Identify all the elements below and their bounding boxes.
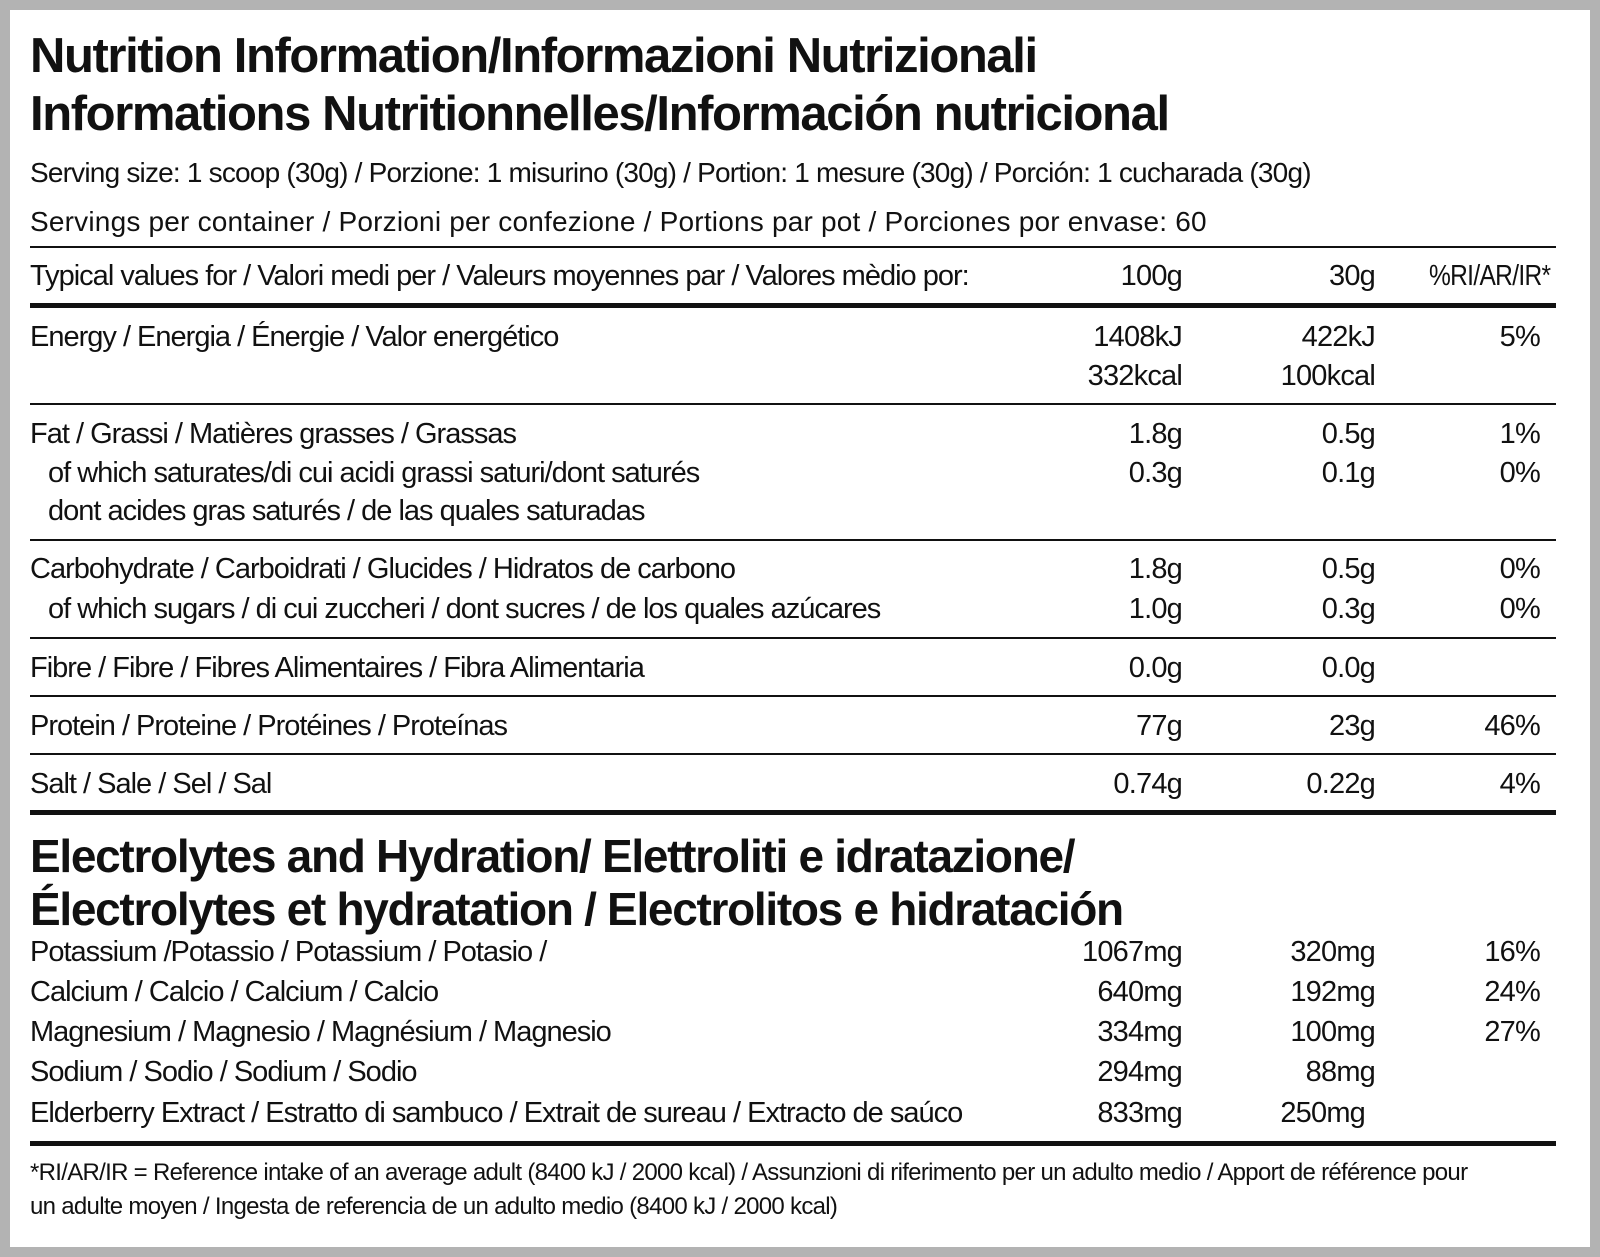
carbohydrate-ri: 0% <box>1499 553 1540 585</box>
energy-100g-kcal: 332kcal <box>1087 360 1182 392</box>
header-col-100g: 100g <box>1120 260 1182 292</box>
saturates-label-line-2: dont acides gras saturés / de las quales saturadas <box>48 495 645 527</box>
sugars-30g: 0.3g <box>1321 593 1375 625</box>
saturates-30g: 0.1g <box>1321 457 1375 489</box>
header-col-ri: %RI/AR/IR* <box>1428 260 1550 292</box>
salt-ri: 4% <box>1499 768 1540 800</box>
fat-30g: 0.5g <box>1321 418 1375 450</box>
energy-label: Energy / Energia / Énergie / Valor energético <box>30 321 559 353</box>
energy-ri: 5% <box>1499 321 1540 353</box>
title-line-1: Nutrition Information/Informazioni Nutrizionali <box>30 29 1037 83</box>
protein-label: Protein / Proteine / Protéines / Proteínas <box>30 710 508 742</box>
sugars-ri: 0% <box>1499 593 1540 625</box>
sodium-100g: 294mg <box>1097 1056 1182 1088</box>
magnesium-ri: 27% <box>1484 1016 1540 1048</box>
divider <box>30 637 1556 639</box>
divider <box>30 403 1556 405</box>
magnesium-30g: 100mg <box>1290 1016 1375 1048</box>
serving-size: Serving size: 1 scoop (30g) / Porzione: 1 misurino (30g) / Portion: 1 mesure (30g) / Porción: 1 cucharada (30g) <box>30 157 1311 188</box>
fibre-30g: 0.0g <box>1321 652 1375 684</box>
energy-100g-kj: 1408kJ <box>1093 321 1182 353</box>
magnesium-label: Magnesium / Magnesio / Magnésium / Magnesio <box>30 1016 611 1048</box>
header-col-30g: 30g <box>1329 260 1375 292</box>
salt-label: Salt / Sale / Sel / Sal <box>30 768 272 800</box>
saturates-100g: 0.3g <box>1128 457 1182 489</box>
footnote-line-1: *RI/AR/IR = Reference intake of an average adult (8400 kJ / 2000 kcal) / Assunzioni di riferimento per un adulto medio / Apport de référence pour <box>30 1159 1468 1186</box>
energy-30g-kj: 422kJ <box>1301 321 1375 353</box>
potassium-100g: 1067mg <box>1082 936 1182 968</box>
header-label: Typical values for / Valori medi per / Valeurs moyennes par / Valores mèdio por: <box>30 260 969 292</box>
carbohydrate-100g: 1.8g <box>1128 553 1182 585</box>
saturates-ri: 0% <box>1499 457 1540 489</box>
fibre-label: Fibre / Fibre / Fibres Alimentaires / Fibra Alimentaria <box>30 652 644 684</box>
salt-30g: 0.22g <box>1306 768 1375 800</box>
divider <box>30 753 1556 755</box>
divider-thick <box>30 303 1556 308</box>
elderberry-30g: 250mg <box>1280 1097 1365 1129</box>
sodium-label: Sodium / Sodio / Sodium / Sodio <box>30 1056 417 1088</box>
calcium-ri: 24% <box>1484 976 1540 1008</box>
electrolytes-title-line-1: Electrolytes and Hydration/ Elettroliti e idratazione/ <box>30 830 1075 882</box>
footnote-line-2: un adulte moyen / Ingesta de referencia de un adulto medio (8400 kJ / 2000 kcal) <box>30 1193 838 1220</box>
calcium-100g: 640mg <box>1097 976 1182 1008</box>
servings-per-container: Servings per container / Porzioni per confezione / Portions par pot / Porciones por envase: 60 <box>30 206 1207 237</box>
sodium-30g: 88mg <box>1305 1056 1375 1088</box>
divider <box>30 695 1556 697</box>
sugars-label: of which sugars / di cui zuccheri / dont sucres / de los quales azúcares <box>48 593 881 625</box>
divider-thick <box>30 1141 1556 1146</box>
potassium-label: Potassium /Potassio / Potassium / Potasio / <box>30 936 547 968</box>
energy-30g-kcal: 100kcal <box>1280 360 1375 392</box>
saturates-label-line-1: of which saturates/di cui acidi grassi saturi/dont saturés <box>48 457 700 489</box>
potassium-30g: 320mg <box>1290 936 1375 968</box>
magnesium-100g: 334mg <box>1097 1016 1182 1048</box>
potassium-ri: 16% <box>1484 936 1540 968</box>
protein-ri: 46% <box>1484 710 1540 742</box>
protein-100g: 77g <box>1136 710 1182 742</box>
fat-label: Fat / Grassi / Matières grasses / Grassas <box>30 418 516 450</box>
calcium-label: Calcium / Calcio / Calcium / Calcio <box>30 976 439 1008</box>
elderberry-label: Elderberry Extract / Estratto di sambuco / Extrait de sureau / Extracto de saúco <box>30 1097 963 1129</box>
fat-100g: 1.8g <box>1128 418 1182 450</box>
protein-30g: 23g <box>1329 710 1375 742</box>
divider <box>30 539 1556 541</box>
divider <box>30 246 1556 248</box>
divider-thick <box>30 810 1556 815</box>
calcium-30g: 192mg <box>1290 976 1375 1008</box>
elderberry-100g: 833mg <box>1097 1097 1182 1129</box>
fat-ri: 1% <box>1499 418 1540 450</box>
fibre-100g: 0.0g <box>1128 652 1182 684</box>
electrolytes-title-line-2: Électrolytes et hydratation / Electrolitos e hidratación <box>30 883 1123 935</box>
salt-100g: 0.74g <box>1113 768 1182 800</box>
sugars-100g: 1.0g <box>1128 593 1182 625</box>
carbohydrate-30g: 0.5g <box>1321 553 1375 585</box>
carbohydrate-label: Carbohydrate / Carboidrati / Glucides / Hidratos de carbono <box>30 553 736 585</box>
title-line-2: Informations Nutritionnelles/Información nutricional <box>30 87 1169 141</box>
